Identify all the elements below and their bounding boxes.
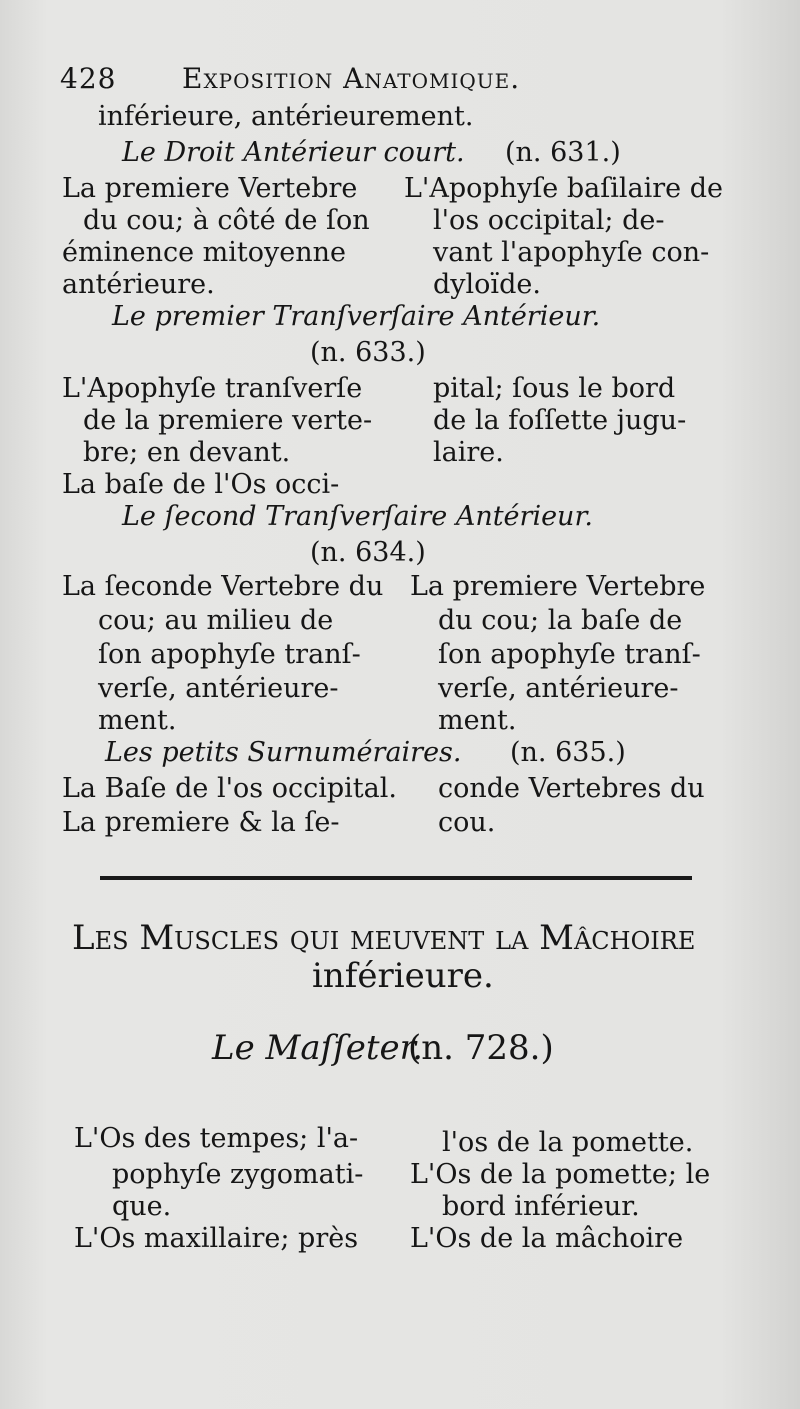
left-column-line: La Baſe de l'os occipital.: [62, 773, 397, 804]
left-column-line: du cou; à côté de ſon: [83, 205, 370, 236]
right-column-line: L'Os de la pomette; le: [410, 1159, 711, 1190]
right-column-line: ſon apophyſe tranſ-: [438, 639, 701, 670]
chapter-subtitle: Le Maſſeter.: [212, 1028, 423, 1068]
left-column-line: antérieure.: [62, 269, 215, 300]
left-column-line: verſe, antérieure-: [98, 673, 339, 704]
left-column-line: éminence mitoyenne: [62, 237, 346, 268]
left-column-line: pophyſe zygomati-: [112, 1159, 364, 1190]
right-column-line: La premiere Vertebre: [410, 571, 706, 602]
right-column-line: de la foſſette jugu-: [433, 405, 687, 436]
left-column-line: La premiere Vertebre: [62, 173, 358, 204]
right-column-line: l'os de la pomette.: [442, 1127, 694, 1158]
right-column-line: conde Vertebres du: [438, 773, 705, 804]
right-column-line: bord inférieur.: [442, 1191, 640, 1222]
section-title: Le premier Tranſverſaire Antérieur.: [112, 301, 601, 332]
left-column-line: L'Os maxillaire; près: [74, 1223, 359, 1254]
left-column-line: de la premiere verte-: [83, 405, 373, 436]
right-column-line: l'os occipital; de-: [433, 205, 665, 236]
left-column-line: bre; en devant.: [83, 437, 291, 468]
right-column-line: du cou; la baſe de: [438, 605, 683, 636]
left-column-line: ſon apophyſe tranſ-: [98, 639, 361, 670]
chapter-title-line: inférieure.: [312, 956, 494, 996]
left-column-line: La ſeconde Vertebre du: [62, 571, 384, 602]
page-number: 428: [60, 62, 117, 95]
right-column-line: vant l'apophyſe con-: [433, 237, 710, 268]
chapter-ref: (n. 728.): [408, 1028, 554, 1068]
section-title: Les petits Surnuméraires.: [105, 737, 462, 768]
section-title: Le ſecond Tranſverſaire Antérieur.: [122, 501, 593, 532]
section-ref: (n. 634.): [310, 537, 426, 568]
section-divider: [100, 876, 692, 880]
right-column-line: verſe, antérieure-: [438, 673, 679, 704]
left-column-line: La premiere & la ſe-: [62, 807, 340, 838]
left-column-line: L'Os des tempes; l'a-: [74, 1123, 359, 1154]
chapter-title-line: Les Muſcles qui meuvent la Mâchoire: [72, 918, 696, 958]
running-title: Exposition Anatomique.: [182, 62, 521, 95]
left-column-line: ment.: [98, 705, 177, 736]
right-column-line: pital; ſous le bord: [433, 373, 676, 404]
continuation-text: inférieure, antérieurement.: [98, 101, 474, 132]
right-column-line: laire.: [433, 437, 504, 468]
left-column-line: La baſe de l'Os occi-: [62, 469, 340, 500]
right-column-line: L'Os de la mâchoire: [410, 1223, 684, 1254]
left-column-line: que.: [112, 1191, 172, 1222]
section-ref: (n. 635.): [510, 737, 626, 768]
left-column-line: cou; au milieu de: [98, 605, 334, 636]
section-title: Le Droit Antérieur court.: [122, 137, 465, 168]
section-ref: (n. 631.): [505, 137, 621, 168]
left-column-line: L'Apophyſe tranſverſe: [62, 373, 363, 404]
right-column-line: L'Apophyſe baſilaire de: [404, 173, 723, 204]
right-column-line: dyloïde.: [433, 269, 541, 300]
right-column-line: cou.: [438, 807, 496, 838]
section-ref: (n. 633.): [310, 337, 426, 368]
right-column-line: ment.: [438, 705, 517, 736]
